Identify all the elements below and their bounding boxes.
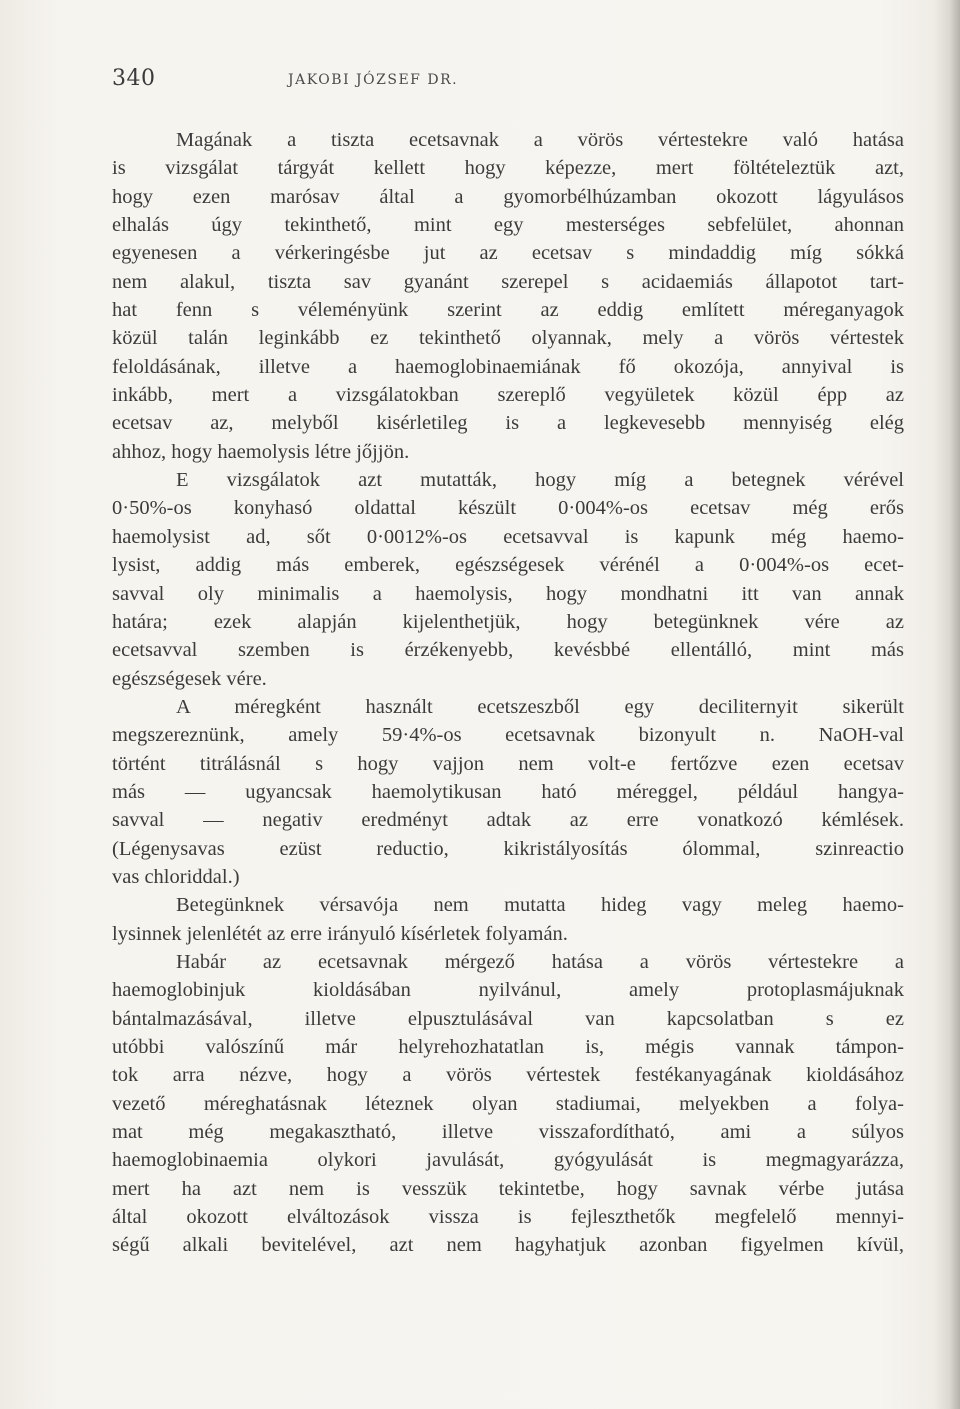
text-line: által okozott elváltozások vissza is fejleszthetők megfelelő mennyi- (112, 1206, 904, 1229)
running-head: JAKOBI JÓZSEF DR. (288, 72, 459, 88)
text-line: elhalás úgy tekinthető, mint egy mesterséges sebfelület, ahonnan (112, 214, 904, 237)
text-line: utóbbi valószínű már helyrehozhatatlan is, mégis vannak támpon- (112, 1036, 904, 1058)
text-line: ségű alkali bevitelével, azt nem hagyhatjuk azonban figyelmen kívül, (112, 1234, 904, 1257)
text-line: mat még megakasztható, illetve visszafordítható, ami a súlyos (112, 1121, 904, 1144)
text-line: haemoglobinjuk kioldásában nyilvánul, amely protoplasmájuknak (112, 979, 904, 1002)
text-line: ecetsav az, melyből kisérletileg is a legkevesebb mennyiség elég (112, 412, 904, 435)
body-text (112, 126, 904, 1260)
page-header (112, 66, 902, 96)
text-line: A méregként használt ecetszeszből egy deciliternyit sikerült (176, 695, 904, 718)
text-line: Habár az ecetsavnak mérgező hatása a vörös vértestekre a (176, 950, 904, 973)
text-line: megszereznünk, amely 59·4%-os ecetsavnak bizonyult n. NaOH-val (112, 724, 904, 747)
text-line: savval oly minimalis a haemolysis, hogy mondhatni itt van annak (112, 582, 904, 605)
text-line: lysinnek jelenlétét az erre irányuló kísérletek folyamán. (112, 922, 568, 945)
text-line: Betegünknek vérsavója nem mutatta hideg vagy meleg haemo- (176, 894, 904, 917)
text-line: határa; ezek alapján kijelenthetjük, hogy betegünknek vére az (112, 610, 904, 633)
text-line: más — ugyancsak haemolytikusan ható méreggel, például hangya- (112, 780, 904, 803)
text-line: inkább, mert a vizsgálatokban szereplő vegyületek közül épp az (112, 384, 904, 407)
text-line: hogy ezen marósav által a gyomorbélhúzamban okozott lágyulásos (112, 185, 904, 208)
text-line: savval — negativ eredményt adtak az erre vonatkozó kémlések. (112, 809, 904, 832)
text-line: feloldásának, illetve a haemoglobinaemiának fő okozója, annyival is (112, 355, 904, 378)
text-line: egészségesek vére. (112, 667, 267, 690)
text-line: egyenesen a vérkeringésbe jut az ecetsav s mindaddig míg sókká (112, 242, 904, 265)
text-line: (Légenysavas ezüst reductio, kikristályosítás ólommal, szinreactio (112, 837, 904, 860)
text-line: ahhoz, hogy haemolysis létre jőjjön. (112, 440, 410, 463)
text-line: tok arra nézve, hogy a vörös vértestek festékanyagának kioldásához (112, 1064, 904, 1087)
text-line: mert ha azt nem is vesszük tekintetbe, hogy savnak vérbe jutása (112, 1177, 904, 1200)
text-line: haemoglobinaemia olykori javulását, gyógyulását is megmagyarázza, (112, 1149, 904, 1172)
page-number: 340 (112, 66, 156, 91)
text-line: nem alakul, tiszta sav gyanánt szerepel s acidaemiás állapotot tart- (112, 270, 904, 293)
text-line: bántalmazásával, illetve elpusztulásával van kapcsolatban s ez (112, 1007, 904, 1030)
text-line: ecetsavval szemben is érzékenyebb, kevésbbé ellentálló, mint más (112, 639, 904, 662)
text-line: lysist, addig más emberek, egészségesek vérénél a 0·004%-os ecet- (112, 554, 904, 577)
text-line: 0·50%-os konyhasó oldattal készült 0·004%-os ecetsav még erős (112, 497, 904, 520)
text-line: közül talán leginkább ez tekinthető olyannak, mely a vörös vértestek (112, 327, 904, 350)
text-line: E vizsgálatok azt mutatták, hogy míg a betegnek vérével (176, 469, 904, 492)
text-line: hat fenn s véleményünk szerint az eddig említett méreganyagok (112, 299, 904, 322)
text-line: vas chloriddal.) (112, 865, 240, 888)
text-line: történt titrálásnál s hogy vajjon nem volt-e fertőzve ezen ecetsav (112, 752, 904, 775)
text-line: vezető méreghatásnak léteznek olyan stadiumai, melyekben a folya- (112, 1092, 904, 1115)
text-line: haemolysist ad, sőt 0·0012%-os ecetsavval is kapunk még haemo- (112, 525, 904, 548)
text-line: is vizsgálat tárgyát kellett hogy képezze, mert föltételeztük azt, (112, 157, 904, 180)
page-edge-shadow (934, 0, 960, 1409)
text-line: Magának a tiszta ecetsavnak a vörös vértestekre való hatása (176, 129, 904, 151)
